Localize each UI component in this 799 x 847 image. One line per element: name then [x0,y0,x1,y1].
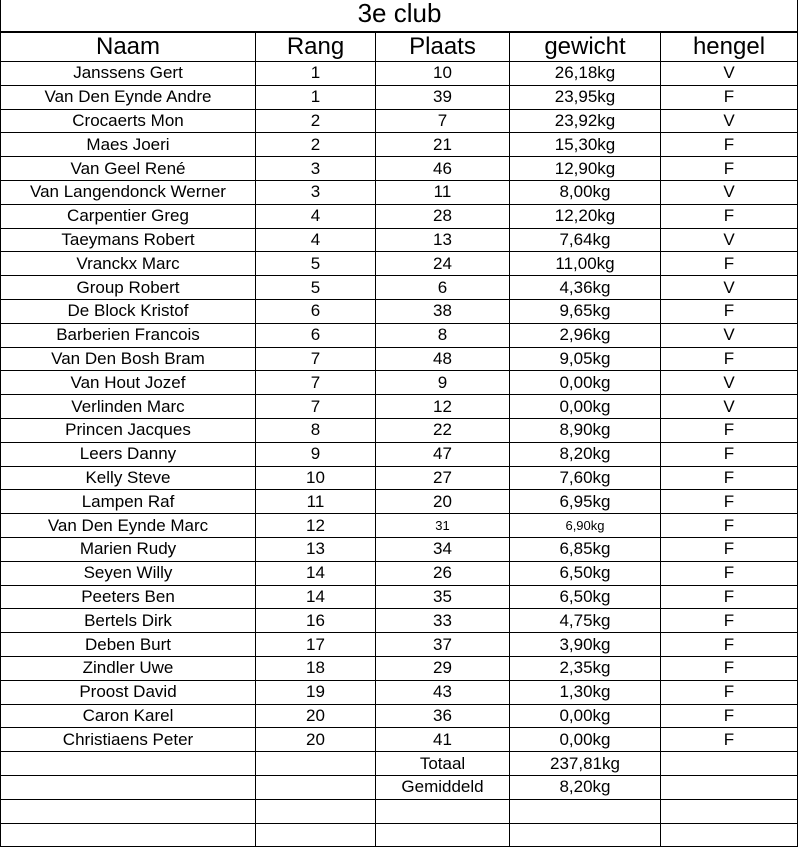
table-row [1,371,798,395]
cell-weight: 6,50kg [510,561,661,585]
cell-weight: 6,95kg [510,490,661,514]
table-row [1,276,798,300]
cell-rank: 9 [256,442,376,466]
cell-weight: 0,00kg [510,704,661,728]
cell-rod: F [661,537,798,561]
cell-name: Lampen Raf [1,490,256,514]
cell-name: Christiaens Peter [1,728,256,752]
cell-rod: F [661,466,798,490]
cell-weight: 12,20kg [510,204,661,228]
cell-place: 39 [376,85,510,109]
empty-cell [376,799,510,823]
cell-name: Taeymans Robert [1,228,256,252]
cell-place: 27 [376,466,510,490]
cell-rod: F [661,609,798,633]
table-row [1,180,798,204]
table-row [1,656,798,680]
cell-rank: 17 [256,633,376,657]
cell-weight: 8,00kg [510,180,661,204]
cell-weight: 3,90kg [510,633,661,657]
cell-place: 24 [376,252,510,276]
cell-name: Janssens Gert [1,62,256,86]
table-row [1,561,798,585]
cell-rod: F [661,585,798,609]
cell-rod: F [661,133,798,157]
cell-place: 6 [376,276,510,300]
cell-rod: F [661,442,798,466]
cell-name: Proost David [1,680,256,704]
total-row [1,752,798,776]
cell-weight: 11,00kg [510,252,661,276]
cell-rank: 16 [256,609,376,633]
cell-rank: 4 [256,228,376,252]
cell-rod: F [661,418,798,442]
cell-place: 37 [376,633,510,657]
header-naam: Naam [1,32,256,62]
cell-weight: 0,00kg [510,395,661,419]
cell-name: Zindler Uwe [1,656,256,680]
cell-weight: 23,92kg [510,109,661,133]
table-row [1,62,798,86]
table-row [1,680,798,704]
cell-weight: 2,96kg [510,323,661,347]
right-border [797,0,798,827]
cell-rod: V [661,276,798,300]
cell-name: Kelly Steve [1,466,256,490]
table-row [1,490,798,514]
empty-cell [256,775,376,799]
cell-rod: F [661,728,798,752]
cell-rank: 7 [256,395,376,419]
cell-rank: 1 [256,62,376,86]
cell-place: 29 [376,656,510,680]
cell-place: 26 [376,561,510,585]
cell-name: Marien Rudy [1,537,256,561]
cell-name: Princen Jacques [1,418,256,442]
cell-rank: 6 [256,299,376,323]
cell-rod: F [661,252,798,276]
left-border [0,0,1,827]
table-row [1,228,798,252]
cell-name: Barberien Francois [1,323,256,347]
cell-rod: F [661,656,798,680]
cell-place: 41 [376,728,510,752]
cell-rank: 20 [256,728,376,752]
cell-name: Deben Burt [1,633,256,657]
cell-place: 35 [376,585,510,609]
table-row [1,204,798,228]
table-row [1,728,798,752]
cell-rod: F [661,157,798,181]
table-row [1,418,798,442]
empty-cell [256,752,376,776]
cell-rank: 6 [256,323,376,347]
cell-place: 48 [376,347,510,371]
cell-name: Van Langendonck Werner [1,180,256,204]
cell-place: 8 [376,323,510,347]
cell-name: Van Den Bosh Bram [1,347,256,371]
cell-rod: F [661,633,798,657]
cell-rank: 7 [256,371,376,395]
cell-rank: 4 [256,204,376,228]
total-label: Totaal [376,752,510,776]
cell-rank: 18 [256,656,376,680]
cell-weight: 9,05kg [510,347,661,371]
cell-rank: 7 [256,347,376,371]
header-row [1,32,798,62]
cell-weight: 0,00kg [510,728,661,752]
cell-weight: 26,18kg [510,62,661,86]
cell-rod: F [661,704,798,728]
cell-place: 47 [376,442,510,466]
cell-name: Van Den Eynde Marc [1,514,256,538]
cell-place: 20 [376,490,510,514]
cell-name: Seyen Willy [1,561,256,585]
table-row [1,323,798,347]
cell-name: Maes Joeri [1,133,256,157]
cell-rank: 5 [256,276,376,300]
average-value: 8,20kg [510,775,661,799]
cell-rod: F [661,347,798,371]
cell-place: 28 [376,204,510,228]
cell-name: Verlinden Marc [1,395,256,419]
cell-rod: V [661,395,798,419]
empty-cell [661,799,798,823]
table-row [1,299,798,323]
cell-name: Van Hout Jozef [1,371,256,395]
cell-rank: 8 [256,418,376,442]
empty-row [1,799,798,823]
cell-rod: F [661,490,798,514]
cell-place: 9 [376,371,510,395]
cell-weight: 1,30kg [510,680,661,704]
cell-rank: 14 [256,585,376,609]
table-row [1,609,798,633]
cell-name: Caron Karel [1,704,256,728]
cell-rank: 13 [256,537,376,561]
cell-rank: 11 [256,490,376,514]
cell-rank: 5 [256,252,376,276]
cell-rank: 14 [256,561,376,585]
cell-place: 36 [376,704,510,728]
table-row [1,514,798,538]
cell-weight: 8,90kg [510,418,661,442]
cell-weight: 9,65kg [510,299,661,323]
cell-rank: 2 [256,109,376,133]
cell-weight: 6,85kg [510,537,661,561]
table-row [1,157,798,181]
cell-place: 31 [376,514,510,538]
cell-weight: 12,90kg [510,157,661,181]
results-table-body [1,32,798,847]
cell-rank: 3 [256,157,376,181]
cell-rod: F [661,85,798,109]
empty-cell [510,799,661,823]
cell-rod: V [661,371,798,395]
empty-cell [1,799,256,823]
cell-weight: 6,90kg [510,514,661,538]
empty-cell [1,752,256,776]
cell-rank: 20 [256,704,376,728]
cell-name: Crocaerts Mon [1,109,256,133]
cell-place: 21 [376,133,510,157]
cell-rod: V [661,180,798,204]
header-hengel: hengel [661,32,798,62]
cell-rank: 3 [256,180,376,204]
table-row [1,537,798,561]
cell-weight: 0,00kg [510,371,661,395]
cell-place: 33 [376,609,510,633]
cell-weight: 7,60kg [510,466,661,490]
cell-rank: 12 [256,514,376,538]
cell-rod: V [661,109,798,133]
cell-weight: 6,50kg [510,585,661,609]
table-row [1,585,798,609]
cell-name: Leers Danny [1,442,256,466]
table-row [1,466,798,490]
empty-cell [256,799,376,823]
header-plaats: Plaats [376,32,510,62]
cell-name: Bertels Dirk [1,609,256,633]
header-gewicht: gewicht [510,32,661,62]
cell-rod: F [661,299,798,323]
cell-weight: 4,36kg [510,276,661,300]
table-row [1,85,798,109]
cell-place: 22 [376,418,510,442]
cell-weight: 23,95kg [510,85,661,109]
cell-rod: V [661,323,798,347]
header-rang: Rang [256,32,376,62]
cell-weight: 7,64kg [510,228,661,252]
cell-weight: 2,35kg [510,656,661,680]
table-row [1,442,798,466]
cell-rank: 2 [256,133,376,157]
cell-name: Carpentier Greg [1,204,256,228]
cell-place: 43 [376,680,510,704]
table-row [1,704,798,728]
cell-place: 7 [376,109,510,133]
cell-name: Van Geel René [1,157,256,181]
cell-name: Peeters Ben [1,585,256,609]
cell-name: De Block Kristof [1,299,256,323]
cell-place: 13 [376,228,510,252]
cell-rank: 19 [256,680,376,704]
cell-name: Vranckx Marc [1,252,256,276]
average-label: Gemiddeld [376,775,510,799]
cell-rod: F [661,680,798,704]
cell-rod: F [661,514,798,538]
cell-place: 10 [376,62,510,86]
table-row [1,347,798,371]
table-row [1,252,798,276]
cell-place: 38 [376,299,510,323]
cell-rod: F [661,561,798,585]
cell-place: 34 [376,537,510,561]
total-value: 237,81kg [510,752,661,776]
table-row [1,109,798,133]
empty-cell [661,752,798,776]
cell-rank: 1 [256,85,376,109]
cell-rod: V [661,228,798,252]
cell-name: Group Robert [1,276,256,300]
average-row [1,775,798,799]
cell-weight: 4,75kg [510,609,661,633]
table-row [1,633,798,657]
sheet-title: 3e club [357,0,442,28]
cell-weight: 15,30kg [510,133,661,157]
cell-place: 12 [376,395,510,419]
empty-cell [661,775,798,799]
cell-weight: 8,20kg [510,442,661,466]
cell-place: 11 [376,180,510,204]
cell-name: Van Den Eynde Andre [1,85,256,109]
results-table [0,31,798,847]
cell-rank: 10 [256,466,376,490]
table-row [1,395,798,419]
cell-rod: F [661,204,798,228]
empty-cell [1,775,256,799]
cell-place: 46 [376,157,510,181]
cell-rod: V [661,62,798,86]
table-row [1,133,798,157]
